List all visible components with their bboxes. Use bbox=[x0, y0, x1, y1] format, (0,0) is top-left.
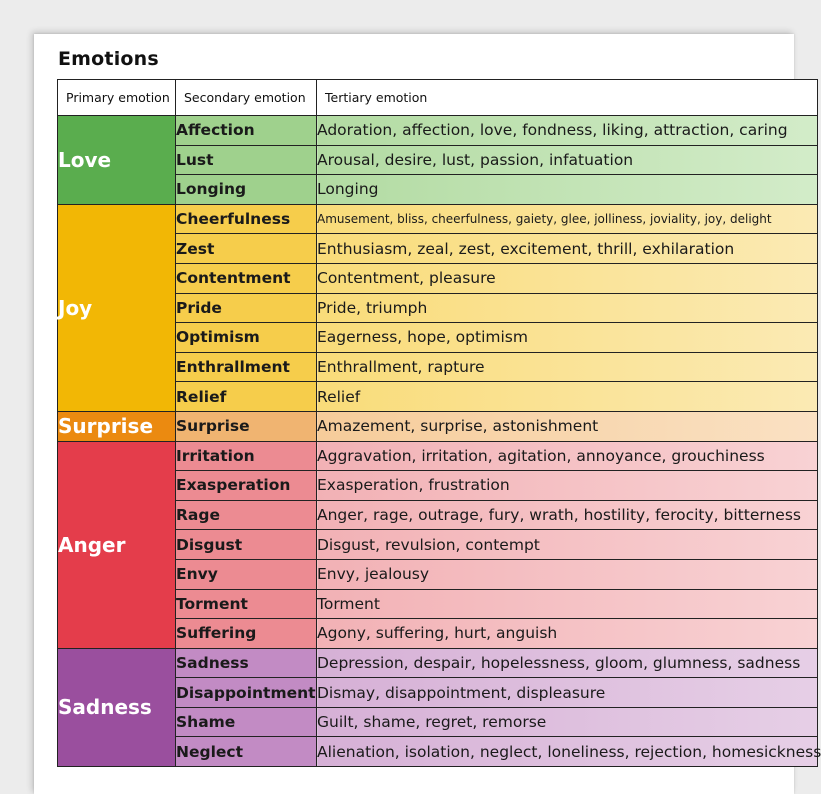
poster-sheet bbox=[34, 34, 821, 794]
primary-anger: Anger bbox=[58, 441, 176, 648]
tertiary-cell: Depression, despair, hopelessness, gloom, glumness, sadness bbox=[317, 648, 818, 678]
header-primary: Primary emotion bbox=[58, 80, 176, 116]
tertiary-cell: Relief bbox=[317, 382, 818, 412]
tertiary-cell: Guilt, shame, regret, remorse bbox=[317, 707, 818, 737]
secondary-cell: Disgust bbox=[176, 530, 317, 560]
secondary-cell: Surprise bbox=[176, 411, 317, 441]
tertiary-cell: Adoration, affection, love, fondness, liking, attraction, caring bbox=[317, 116, 818, 146]
tertiary-cell: Torment bbox=[317, 589, 818, 619]
tertiary-cell: Aggravation, irritation, agitation, annoyance, grouchiness bbox=[317, 441, 818, 471]
tertiary-cell: Exasperation, frustration bbox=[317, 471, 818, 501]
secondary-cell: Contentment bbox=[176, 263, 317, 293]
secondary-cell: Cheerfulness bbox=[176, 204, 317, 234]
secondary-cell: Disappointment bbox=[176, 678, 317, 708]
secondary-cell: Envy bbox=[176, 559, 317, 589]
secondary-cell: Shame bbox=[176, 707, 317, 737]
header-secondary: Secondary emotion bbox=[176, 80, 317, 116]
tertiary-cell: Enthusiasm, zeal, zest, excitement, thrill, exhilaration bbox=[317, 234, 818, 264]
secondary-cell: Sadness bbox=[176, 648, 317, 678]
group-joy bbox=[58, 204, 818, 411]
secondary-cell: Rage bbox=[176, 500, 317, 530]
poster-title: Emotions bbox=[58, 48, 159, 70]
secondary-cell: Irritation bbox=[176, 441, 317, 471]
tertiary-cell: Dismay, disappointment, displeasure bbox=[317, 678, 818, 708]
primary-surprise: Surprise bbox=[58, 411, 176, 441]
emotions-table bbox=[57, 79, 821, 767]
primary-love: Love bbox=[58, 116, 176, 205]
tertiary-cell: Enthrallment, rapture bbox=[317, 352, 818, 382]
tertiary-cell: Alienation, isolation, neglect, loneliness, rejection, homesickness bbox=[317, 737, 818, 767]
header-row bbox=[58, 80, 818, 116]
secondary-cell: Optimism bbox=[176, 323, 317, 353]
group-love bbox=[58, 116, 818, 205]
tertiary-cell: Eagerness, hope, optimism bbox=[317, 323, 818, 353]
table-row bbox=[58, 441, 818, 471]
primary-sadness: Sadness bbox=[58, 648, 176, 766]
tertiary-cell: Envy, jealousy bbox=[317, 559, 818, 589]
secondary-cell: Suffering bbox=[176, 619, 317, 649]
secondary-cell: Torment bbox=[176, 589, 317, 619]
secondary-cell: Neglect bbox=[176, 737, 317, 767]
tertiary-cell: Longing bbox=[317, 175, 818, 205]
tertiary-cell: Anger, rage, outrage, fury, wrath, hostility, ferocity, bitterness bbox=[317, 500, 818, 530]
tertiary-cell: Amusement, bliss, cheerfulness, gaiety, glee, jolliness, joviality, joy, delight bbox=[317, 204, 818, 234]
group-anger bbox=[58, 441, 818, 648]
secondary-cell: Enthrallment bbox=[176, 352, 317, 382]
group-sadness bbox=[58, 648, 821, 766]
secondary-cell: Longing bbox=[176, 175, 317, 205]
header-tertiary: Tertiary emotion bbox=[317, 80, 818, 116]
secondary-cell: Relief bbox=[176, 382, 317, 412]
tertiary-cell: Pride, triumph bbox=[317, 293, 818, 323]
tertiary-cell: Amazement, surprise, astonishment bbox=[317, 411, 818, 441]
primary-joy: Joy bbox=[58, 204, 176, 411]
tertiary-cell: Agony, suffering, hurt, anguish bbox=[317, 619, 818, 649]
table-row bbox=[58, 116, 818, 146]
table-row bbox=[58, 648, 818, 678]
tertiary-cell: Arousal, desire, lust, passion, infatuation bbox=[317, 145, 818, 175]
secondary-cell: Affection bbox=[176, 116, 317, 146]
group-surprise bbox=[58, 411, 818, 441]
secondary-cell: Lust bbox=[176, 145, 317, 175]
secondary-cell: Zest bbox=[176, 234, 317, 264]
tertiary-cell: Disgust, revulsion, contempt bbox=[317, 530, 818, 560]
table-row bbox=[58, 411, 818, 441]
secondary-cell: Exasperation bbox=[176, 471, 317, 501]
table-row bbox=[58, 204, 818, 234]
tertiary-cell: Contentment, pleasure bbox=[317, 263, 818, 293]
secondary-cell: Pride bbox=[176, 293, 317, 323]
